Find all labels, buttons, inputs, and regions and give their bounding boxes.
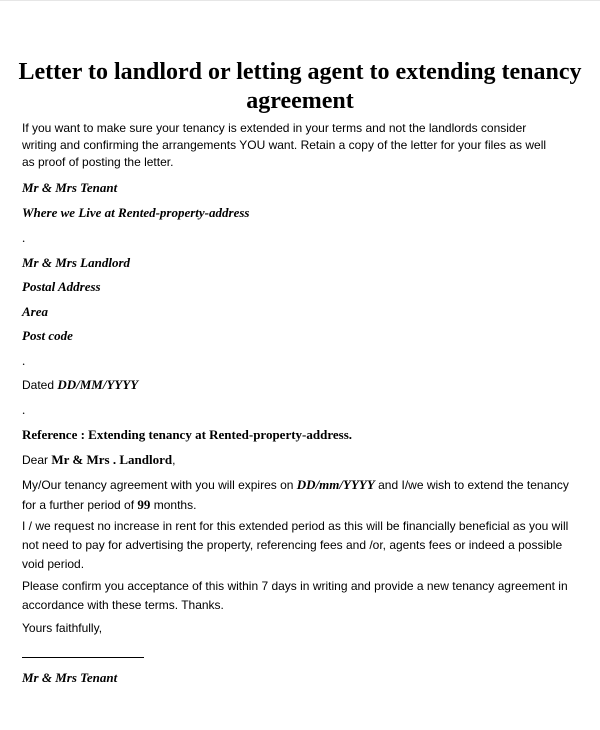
recipient-area: Area	[22, 304, 48, 319]
para1-text: My/Our tenancy agreement with you will expires on	[22, 478, 297, 492]
separator-dot: .	[22, 402, 26, 417]
intro-paragraph: If you want to make sure your tenancy is extended in your terms and not the landlords consider writing and confirming the arrangements YOU want. Retain a copy of the letter for your files as well as proof of posting the letter.	[22, 121, 547, 169]
separator-dot: .	[22, 353, 26, 368]
signature-line	[22, 657, 144, 658]
body-paragraph-confirm: Please confirm you acceptance of this within 7 days in writing and provide a new tenancy agreement in accordance with these terms. Thanks.	[22, 579, 568, 612]
para1-text: and I/we wish to extend the tenancy for a further period of	[22, 478, 569, 512]
salutation-prefix: Dear	[22, 453, 52, 467]
date-label: Dated	[22, 378, 58, 392]
months-value: 99	[137, 497, 151, 512]
reference-line: Reference : Extending tenancy at Rented-property-address.	[22, 427, 353, 442]
para1-text: months.	[150, 498, 197, 512]
salutation-name: Mr & Mrs . Landlord	[51, 452, 173, 467]
sender-name: Mr & Mrs Tenant	[22, 180, 118, 195]
expiry-date: DD/mm/YYYY	[296, 477, 375, 492]
sender-address: Where we Live at Rented-property-address	[22, 205, 250, 220]
date-line	[22, 377, 138, 393]
signature-name: Mr & Mrs Tenant	[22, 670, 118, 685]
salutation	[22, 452, 175, 468]
recipient-name: Mr & Mrs Landlord	[22, 255, 130, 270]
date-value: DD/MM/YYYY	[57, 377, 139, 392]
body-paragraph-rent: I / we request no increase in rent for this extended period as this will be financially beneficial as you will not need to pay for advertising the property, referencing fees and /or, agents fees or indeed a possible void period.	[22, 519, 569, 571]
recipient-postal-address: Postal Address	[22, 279, 101, 294]
closing-line: Yours faithfully,	[22, 621, 103, 635]
letter-title: Letter to landlord or letting agent to extending tenancy agreement	[18, 59, 582, 114]
separator-dot: .	[22, 230, 26, 245]
recipient-postcode: Post code	[22, 328, 73, 343]
salutation-suffix: ,	[172, 453, 176, 467]
body-paragraph-extension	[22, 475, 570, 515]
